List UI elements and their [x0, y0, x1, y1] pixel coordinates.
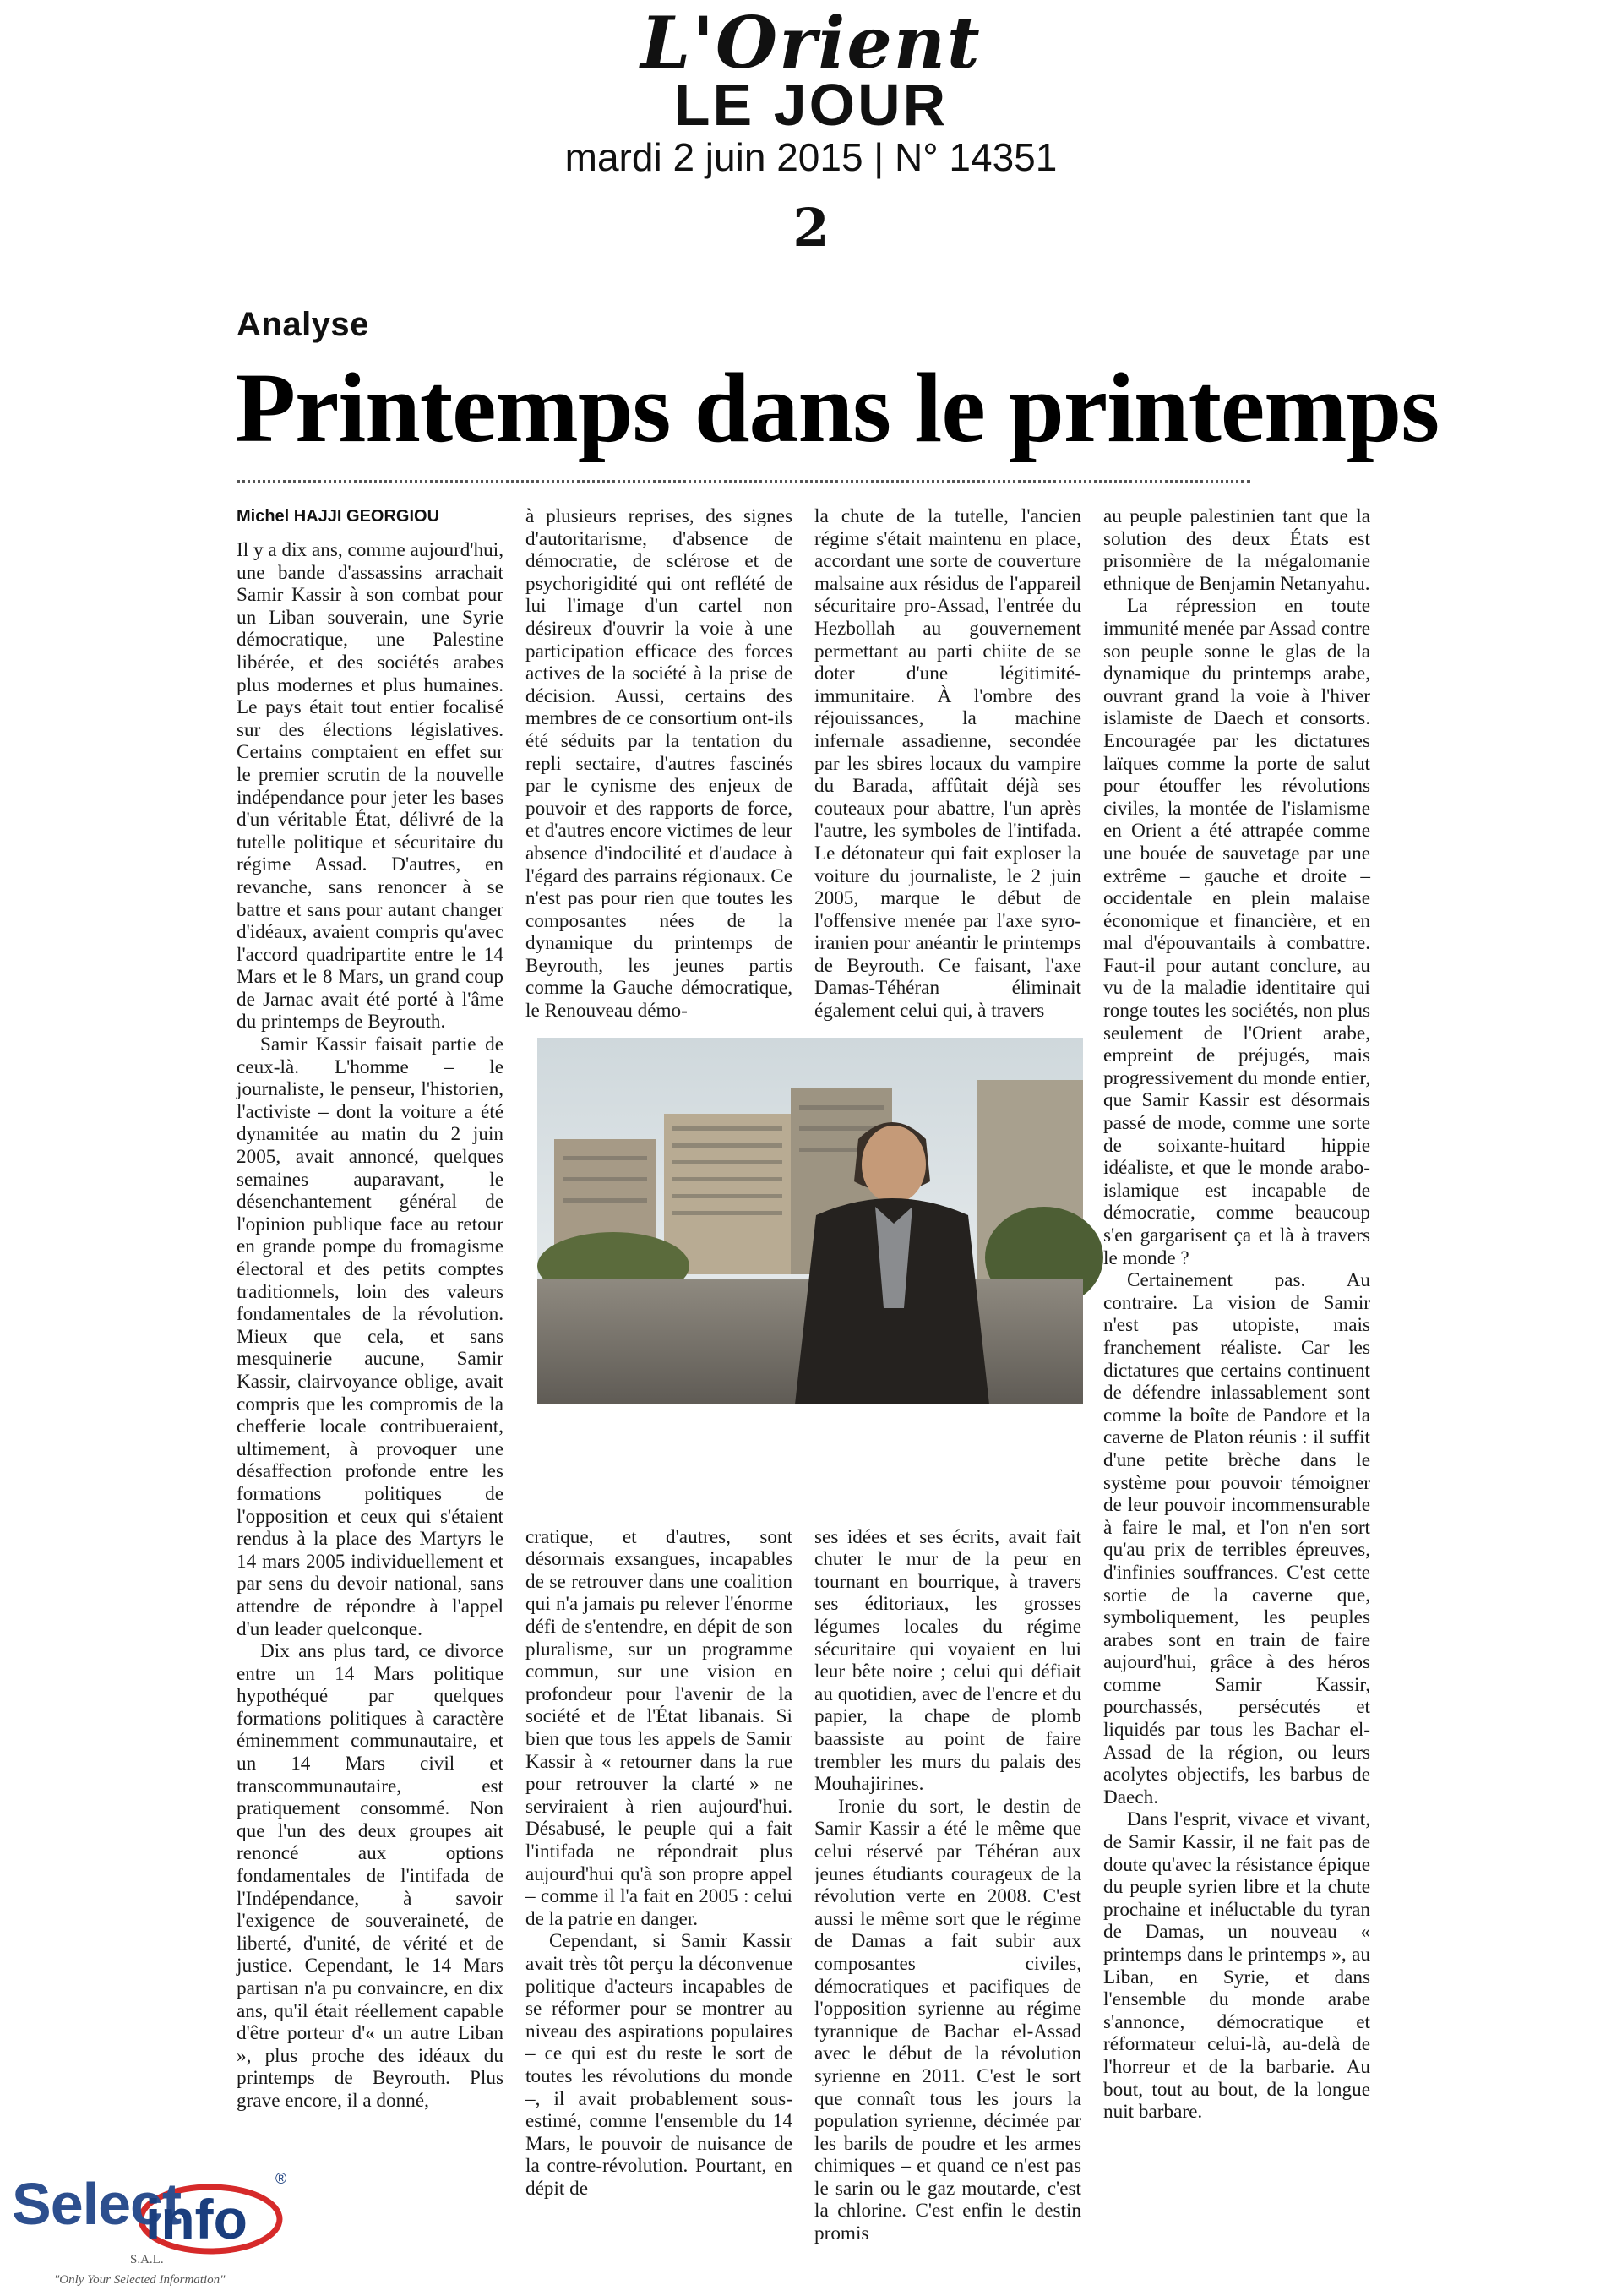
article-paragraph: Ironie du sort, le destin de Samir Kassir a été le même que celui réservé par Téhéran aux jeunes étudiants courageux de la révolution verte en 2008. C'est aussi le même sort que le régime de Damas a fait subir aux composantes civiles, démocratiques et pacifiques de l'opposition syrienne au régime tyrannique de Bachar el-Assad avec le début de la révolution syrienne en 2011. C'est le sort que connaît tous les jours la population syrienne, décimée par les barils de poudre et les armes chimiques – et quand ce n'est pas le sarin ou le gaz moutarde, c'est la chlorine. C'est enfin le destin promis: [814, 1795, 1081, 2245]
issue-date-line: mardi 2 juin 2015 | N° 14351: [564, 135, 1058, 179]
article-paragraph: Dans l'esprit, vivace et vivant, de Samir Kassir, il ne fait pas de doute qu'avec la résistance épique du peuple syrien libre et la chute prochaine et inéluctable du tyran de Damas, un nouveau « printemps dans le printemps », au Liban, en Syrie, et dans l'ensemble du monde arabe s'annonce, démocratique et réformateur celui-là, au-delà de l'horreur et de la barbarie. Au bout, tout au bout, de la longue nuit barbare.: [1103, 1808, 1370, 2124]
article-paragraph: La répression en toute immunité menée par Assad contre son peuple sonne le glas de la dynamique du printemps arabe, ouvrant grand la voie à l'hiver islamiste de Daech et consorts. Encouragée par les dictatures laïques comme la porte de salut pour étouffer les révolutions civiles, la montée de l'islamisme en Orient a été attrapée comme une bouée de sauvetage par une extrême – gauche et droite – occidentale en plein malaise économique et financière, et en mal d'épouvantails à combattre. Faut-il pour autant conclure, au vu de la maladie identitaire qui ronge toutes les sociétés, non plus seulement de l'Orient arabe, empreint de préjugés, mais progressivement du monde entier, que Samir Kassir est désormais passé de mode, comme une sorte de soixante-huitard hippie idéaliste, et que le monde arabo-islamique est incapable de démocratie, comme beaucoup s'en gargarisent ça et là à travers le monde ?: [1103, 595, 1370, 1269]
masthead-title-orient: L'Orient: [640, 1, 982, 85]
article-paragraph: ses idées et ses écrits, avait fait chuter le mur de la peur en tournant en bourrique, à travers ses éditoriaux, les grosses légumes locales du régime sécuritaire qui voyaient en lui leur bête noire ; celui qui défiait au quotidien, avec de l'encre et du papier, la chape de plomb baassiste au point de faire trembler les murs du palais des Mouhajirines.: [814, 1525, 1081, 1796]
headline-divider: [237, 480, 1250, 483]
photo-illustration: [537, 1038, 1083, 1404]
author-byline: Michel HAJJI GEORGIOU: [237, 507, 440, 526]
logo-registered-mark: ®: [275, 2170, 287, 2187]
logo-tagline: "Only Your Selected Information": [54, 2273, 226, 2287]
article-paragraph: cratique, et d'autres, sont désormais exsangues, incapables de se retrouver dans une coalition qui n'a jamais pu relever l'énorme défi de s'entendre, en dépit de son pluralisme, sur un programme commun, sur une vision en profondeur pour l'avenir de la société et de l'État libanais. Si bien que tous les appels de Samir Kassir à « retourner dans la rue pour retrouver la clarté » ne serviraient à rien aujourd'hui. Désabusé, le peuple qui a fait l'intifada ne répondrait plus aujourd'hui qu'à son propre appel – comme il l'a fait en 2005 : celui de la patrie en danger.: [525, 1525, 792, 1930]
article-paragraph: Cependant, si Samir Kassir avait très tôt perçu la déconvenue politique d'acteurs incapables de se réformer pour se montrer au niveau des aspirations populaires – ce qui est du reste le sort de toutes les révolutions du monde –, il avait probablement sous-estimé, comme l'ensemble du 14 Mars, le pouvoir de nuisance de la contre-révolution. Pourtant, en dépit de: [525, 1930, 792, 2200]
page-number: 2: [792, 197, 830, 259]
article-column-1: [237, 505, 503, 2136]
article-paragraph: Certainement pas. Au contraire. La vision de Samir n'est pas utopiste, mais franchement réaliste. Car les dictatures que certains continuent de défendre inlassablement sont comme la boîte de Pandore et la caverne de Platon réunis : il suffit d'une petite brèche dans le système pour pouvoir témoigner de leur pouvoir incommensurable à faire le mal, et l'on n'en sort qu'au prix de terribles épreuves, d'infinies souffrances. C'est cette sortie de la caverne que, symboliquement, les peuples arabes sont en train de faire aujourd'hui, grâce à des héros comme Samir Kassir, pourchassés, persécutés et liquidés par tous les Bachar el-Assad de la région, ou leurs acolytes objectifs, les barbus de Daech.: [1103, 1269, 1370, 1808]
article-paragraph: à plusieurs reprises, des signes d'autoritarisme, d'absence de démocratie, de sclérose et de psychorigidité qui ont reflété de lui l'image d'un cartel non désireux d'ouvrir la voie à une participation efficace des forces actives de la société à la prise de décision. Aussi, certains des membres de ce consortium ont-ils été séduits par la tentation du repli sectaire, d'autres fascinés par le cynisme des enjeux de pouvoir et des rapports de force, et d'autres encore victimes de leur absence d'indocilité et d'audace à l'égard des parrains régionaux. Ce n'est pas pour rien que toutes les composantes nées de la dynamique du printemps de Beyrouth, les jeunes partis comme la Gauche démocratique, le Renouveau démo-: [525, 505, 792, 1023]
article-paragraph: Samir Kassir faisait partie de ceux-là. L'homme – le journaliste, le penseur, l'historien, l'activiste – dont la voiture a été dynamitée au matin du 2 juin 2005, avait annoncé, quelques semaines auparavant, le désenchantement général de l'opinion publique face au retour en grande pompe du fromagisme électoral et des petits comptes traditionnels, loin des valeurs fondamentales de la révolution. Mieux que cela, et sans mesquinerie aucune, Samir Kassir, clairvoyance oblige, avait compris que les compromis de la chefferie locale contribueraient, ultimement, à provoquer une désaffection profonde entre les formations politiques de l'opposition et ceux qui s'étaient rendus à la place des Martyrs le 14 mars 2005 individuellement et par sens du devoir national, sans attendre de répondre à l'appel d'un leader quelconque.: [237, 1033, 503, 1640]
logo-wordmark-info: info: [145, 2188, 248, 2250]
article-paragraph: la chute de la tutelle, l'ancien régime s'était maintenu en place, accordant une sorte de couverture malsaine aux résidus de l'appareil sécuritaire pro-Assad, l'entrée du Hezbollah au gouvernement permettant au parti chiite de se doter d'une légitimité-immunitaire. À l'ombre des réjouissances, la machine infernale assadienne, secondée par les sbires locaux du vampire du Barada, affûtait déjà ses couteaux pour abattre, l'un après l'autre, les symboles de l'intifada. Le détonateur qui fait exploser la voiture du journaliste, le 2 juin 2005, marque le début de l'offensive menée par l'axe syro-iranien pour anéantir le printemps de Beyrouth. Ce faisant, l'axe Damas-Téhéran éliminait également celui qui, à travers: [814, 505, 1081, 1023]
selectinfo-logo: [12, 2168, 291, 2295]
logo-company-type: S.A.L.: [130, 2253, 164, 2266]
article-paragraph: Il y a dix ans, comme aujourd'hui, une bande d'assassins arrachait Samir Kassir à son combat pour un Liban souverain, une Syrie démocratique, une Palestine libérée, et des sociétés arabes plus modernes et plus humaines. Le pays était tout entier focalisé sur des élections législatives. Certains comptaient en effet sur le premier scrutin de la nouvelle indépendance pour jeter les bases d'un véritable État, délivré de la tutelle politique et sécuritaire du régime Assad. D'autres, en revanche, sans renoncer à se battre et sans pour autant changer d'idéaux, avaient compris qu'avec l'accord quadripartite entre le 14 Mars et le 8 Mars, un grand coup de Jarnac avait été porté à l'âme du printemps de Beyrouth.: [237, 539, 503, 1033]
article-photo-samir-kassir: [537, 1038, 1083, 1404]
logo-wordmark-select: Select: [12, 2171, 182, 2237]
section-rubric: Analyse: [237, 306, 369, 343]
article-column-4: [1103, 505, 1370, 2136]
article-paragraph: au peuple palestinien tant que la solution des deux États est prisonnière de la mégalomanie ethnique de Benjamin Netanyahu.: [1103, 505, 1370, 595]
article-paragraph: Dix ans plus tard, ce divorce entre un 14 Mars politique hypothéqué par quelques formations politiques à caractère éminemment communautaire, et un 14 Mars civil et transcommunautaire, est pratiquement consommé. Non que l'un des deux groupes ait renoncé aux options fondamentales de l'intifada de l'Indépendance, à savoir l'exigence de souveraineté, de liberté, d'unité, de vérité et de justice. Cependant, le 14 Mars partisan n'a pu convaincre, en dix ans, qu'il était réellement capable d'être porteur d'« un autre Liban », plus proche des idéaux du printemps de Beyrouth. Plus grave encore, il a donné,: [237, 1640, 503, 2112]
article-headline: Printemps dans le printemps: [235, 352, 1440, 463]
masthead-title-lejour: LE JOUR: [673, 72, 949, 138]
